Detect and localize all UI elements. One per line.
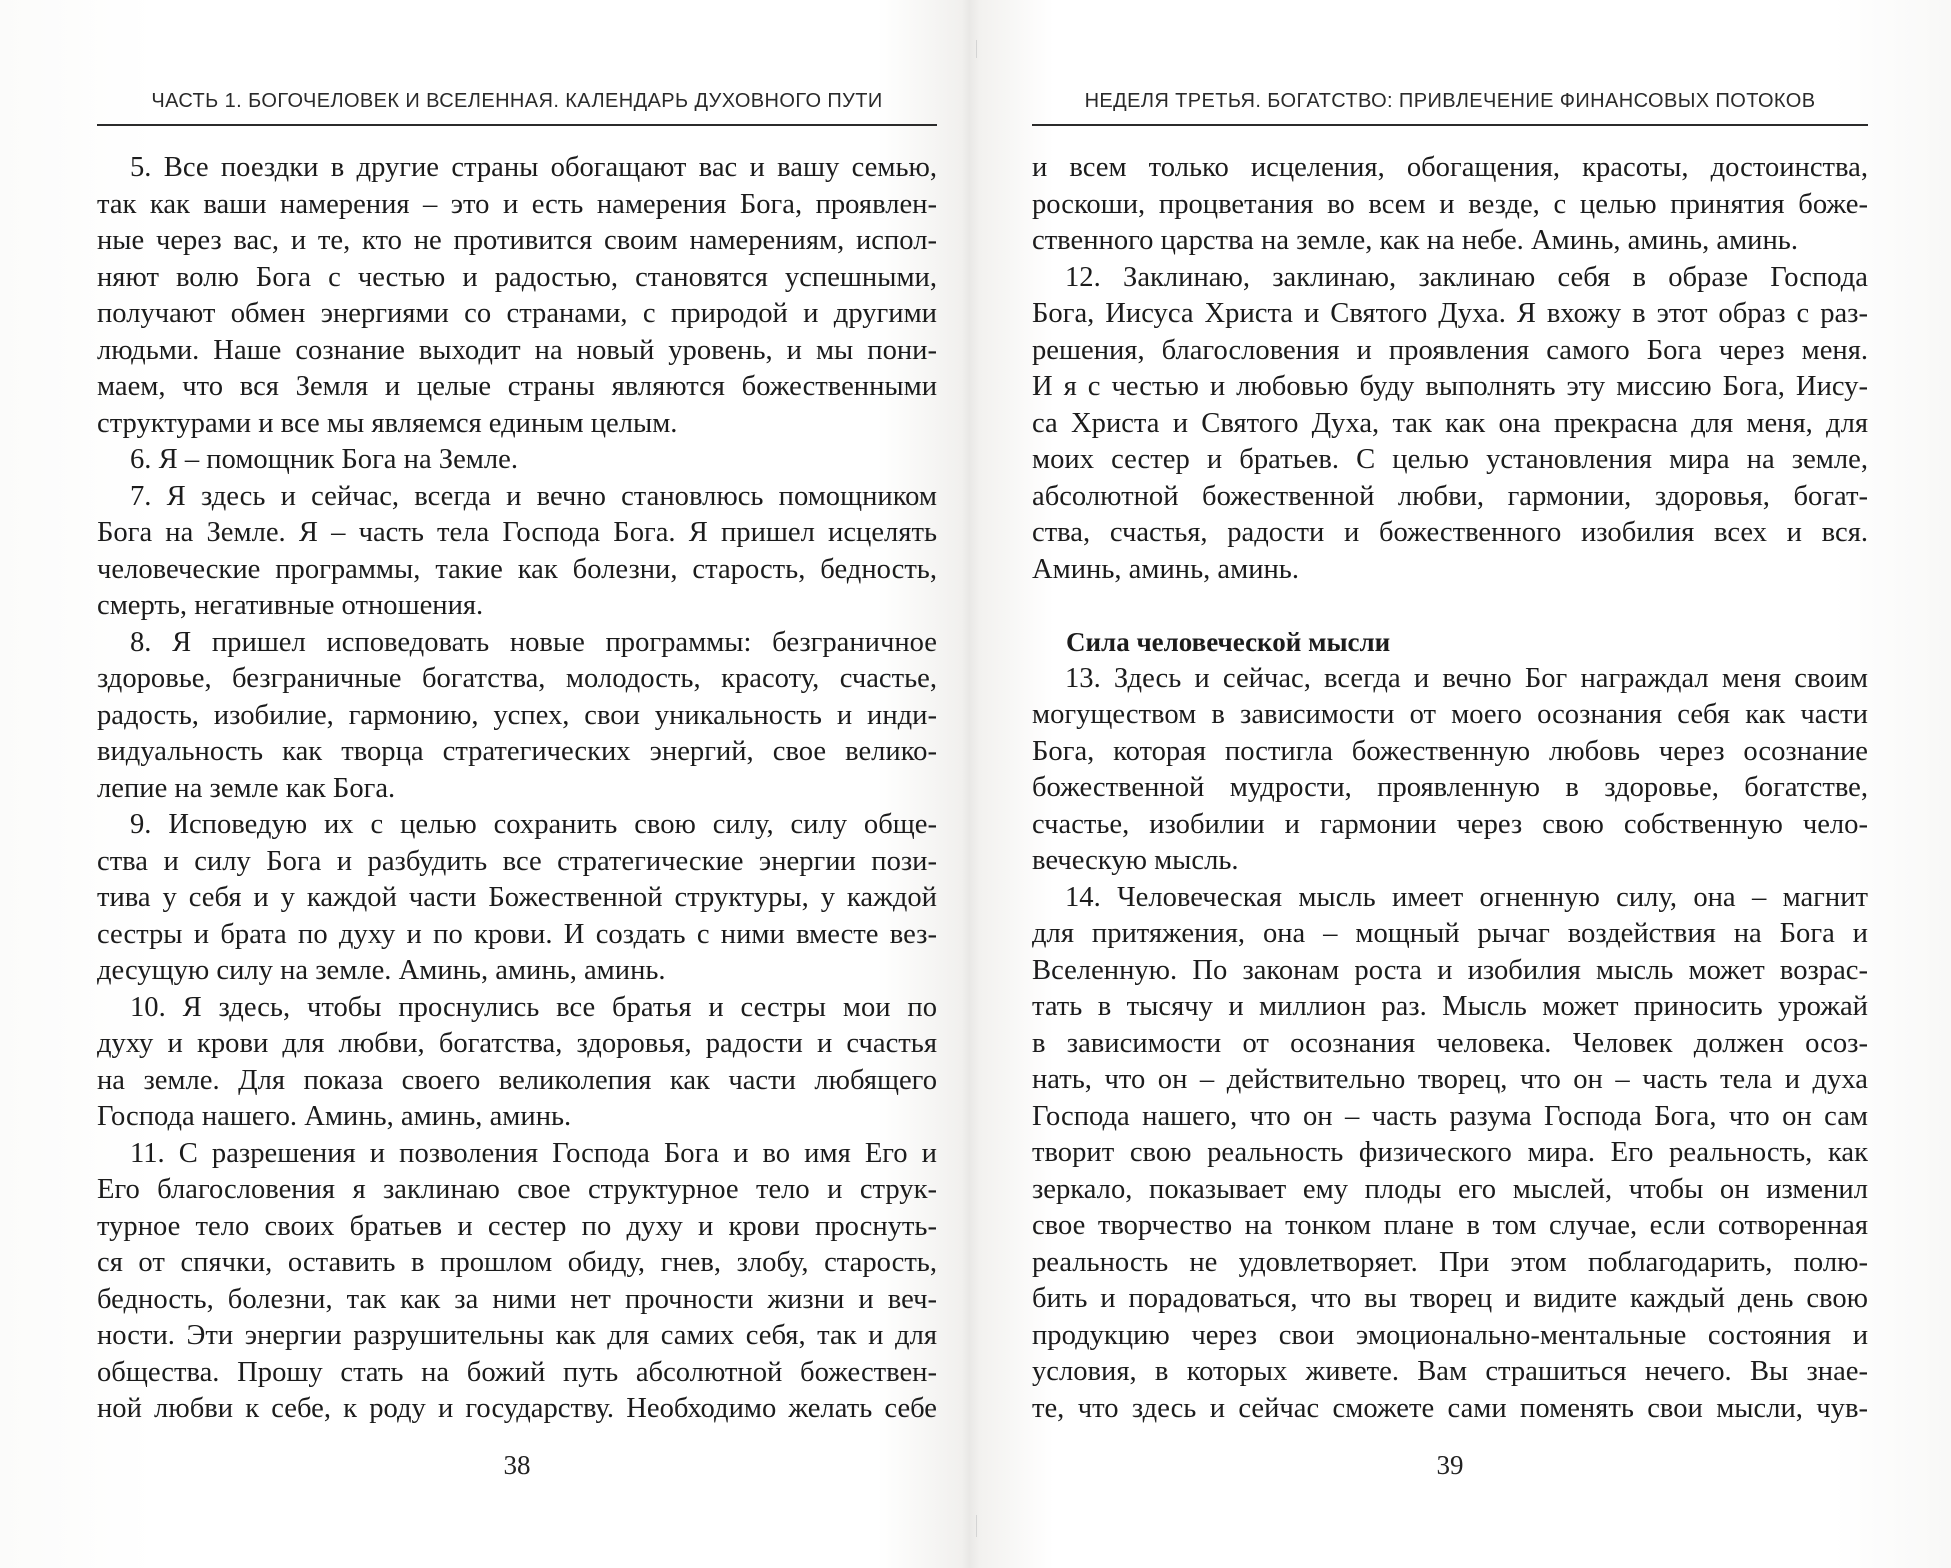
text-line: ства и силу Бога и разбудить все стратегические энергии пози- xyxy=(97,845,937,877)
left-head-rule xyxy=(97,124,937,126)
text-line: смерть, негативные отношения. xyxy=(97,590,484,621)
text-line: Бога, Иисуса Христа и Святого Духа. Я вхожу в этот образ с раз- xyxy=(1032,298,1868,329)
text-line: турное тело своих братьев и сестер по духу и крови проснуть- xyxy=(97,1210,937,1242)
text-line: и всем только исцеления, обогащения, красоты, достоинства, xyxy=(1032,152,1868,183)
text-line: общества. Прошу стать на божий путь абсолютной божествен- xyxy=(97,1356,937,1388)
section-heading: Сила человеческой мысли xyxy=(1066,627,1391,657)
gutter-mark-bottom xyxy=(976,1515,977,1537)
right-head-rule xyxy=(1032,124,1868,126)
text-line: ся от спячки, оставить в прошлом обиду, гнев, злобу, старость, xyxy=(97,1247,937,1278)
text-line: творит свою реальность физического мира. Его реальность, как xyxy=(1032,1137,1868,1168)
text-line: реальность не удовлетворяет. При этом поблагодарить, полю- xyxy=(1032,1246,1868,1278)
text-line: 12. Заклинаю, заклинаю, заклинаю себя в образе Господа xyxy=(1065,261,1868,293)
text-line: 6. Я – помощник Бога на Земле. xyxy=(130,444,519,475)
text-line: Аминь, аминь, аминь. xyxy=(1032,553,1299,585)
text-line: человеческие программы, такие как болезни, старость, бедность, xyxy=(97,553,937,585)
text-line: решения, благословения и проявления самого Бога через меня. xyxy=(1032,334,1868,366)
right-page xyxy=(1032,0,1868,1568)
text-line: счастье, изобилии и гармонии через свою собственную чело- xyxy=(1032,808,1868,840)
text-line: лепие на земле как Бога. xyxy=(97,772,396,804)
text-line: Его благословения я заклинаю свое структурное тело и струк- xyxy=(97,1174,937,1205)
text-line: 9. Исповедую их с целью сохранить свою силу, силу обще- xyxy=(130,809,937,840)
left-page xyxy=(97,0,937,1568)
text-line: на земле. Для показа своего великолепия как части любящего xyxy=(97,1064,937,1096)
text-line: са Христа и Святого Духа, так как она прекрасна для меня, для xyxy=(1032,407,1868,439)
text-line: ной любви к себе, к роду и государству. Необходимо желать себе xyxy=(97,1393,937,1424)
text-line: божественной мудрости, проявленную в здоровье, богатстве, xyxy=(1032,772,1868,803)
left-page-body xyxy=(97,150,937,1428)
right-page-number: 39 xyxy=(1436,1450,1464,1480)
text-line: 11. С разрешения и позволения Господа Бога и во имя Его и xyxy=(130,1137,937,1169)
text-line: веческую мысль. xyxy=(1032,845,1239,876)
text-line: Господа нашего, что он – часть разума Господа Бога, что он сам xyxy=(1032,1100,1868,1132)
text-line: ственного царства на земле, как на небе. Аминь, аминь, аминь. xyxy=(1032,225,1798,256)
text-line: 5. Все поездки в другие страны обогащают вас и вашу семью, xyxy=(130,152,937,183)
right-page-body xyxy=(1032,150,1868,1427)
text-line: 7. Я здесь и сейчас, всегда и вечно становлюсь помощником xyxy=(130,480,937,512)
text-line: получают обмен энергиями со странами, с природой и другими xyxy=(97,298,937,329)
text-line: моих сестер и братьев. С целью установления мира на земле, xyxy=(1032,444,1868,475)
text-line: в зависимости от осознания человека. Человек должен осоз- xyxy=(1032,1027,1868,1059)
text-line: бить и порадоваться, что вы творец и видите каждый день свою xyxy=(1032,1283,1868,1314)
text-line: И я с честью и любовью буду выполнять эту миссию Бога, Иису- xyxy=(1032,371,1868,402)
text-line: ные через вас, и те, кто не противится своим намерениям, испол- xyxy=(97,225,937,256)
text-line: Бога, которая постигла божественную любовь через осознание xyxy=(1032,735,1868,767)
text-line: нать, что он – действительно творец, что он – часть тела и духа xyxy=(1032,1064,1868,1095)
text-line: сестры и брата по духу и по крови. И создать с ними вместе вез- xyxy=(97,918,937,950)
text-line: 8. Я пришел исповедовать новые программы: безграничное xyxy=(130,626,937,658)
text-line: десущую силу на земле. Аминь, аминь, аминь. xyxy=(97,955,666,986)
text-line: здоровье, безграничные богатства, молодость, красоту, счастье, xyxy=(97,663,937,694)
text-line: Бога на Земле. Я – часть тела Господа Бога. Я пришел исцелять xyxy=(97,517,937,548)
gutter-mark-top xyxy=(976,40,977,58)
text-line: те, что здесь и сейчас сможете сами поменять свои мысли, чув- xyxy=(1032,1392,1868,1424)
text-line: няют волю Бога с честью и радостью, становятся успешными, xyxy=(97,261,937,293)
text-line: зеркало, показывает ему плоды его мыслей, чтобы он изменил xyxy=(1032,1173,1868,1205)
text-line: маем, что вся Земля и целые страны являются божественными xyxy=(97,371,937,402)
right-running-head: НЕДЕЛЯ ТРЕТЬЯ. БОГАТСТВО: ПРИВЛЕЧЕНИЕ ФИНАНСОВЫХ ПОТОКОВ xyxy=(1084,90,1816,112)
text-line: Господа нашего. Аминь, аминь, аминь. xyxy=(97,1101,572,1132)
left-running-head: ЧАСТЬ 1. БОГОЧЕЛОВЕК И ВСЕЛЕННАЯ. КАЛЕНДАРЬ ДУХОВНОГО ПУТИ xyxy=(151,90,883,112)
text-line: абсолютной божественной любви, гармонии, здоровья, богат- xyxy=(1032,480,1868,512)
text-line: для притяжения, она – мощный рычаг воздействия на Бога и xyxy=(1032,918,1868,949)
text-line: 10. Я здесь, чтобы проснулись все братья и сестры мои по xyxy=(130,991,937,1023)
left-page-number: 38 xyxy=(503,1450,531,1480)
text-line: условия, в которых живете. Вам страшиться нечего. Вы знае- xyxy=(1032,1356,1868,1387)
text-line: могуществом в зависимости от моего осознания себя как части xyxy=(1032,699,1868,730)
text-line: структурами и все мы являемся единым целым. xyxy=(97,407,678,439)
text-line: духу и крови для любви, богатства, здоровья, радости и счастья xyxy=(97,1028,937,1059)
text-line: людьми. Наше сознание выходит на новый уровень, и мы пони- xyxy=(97,334,937,366)
text-line: продукцию через свои эмоционально-ментальные состояния и xyxy=(1032,1319,1868,1351)
text-line: бедность, болезни, так как за ними нет прочности жизни и веч- xyxy=(97,1283,937,1315)
text-line: ства, счастья, радости и божественного изобилия всех и вся. xyxy=(1032,517,1868,548)
text-line: радость, изобилие, гармонию, успех, свои уникальность и инди- xyxy=(97,699,937,731)
text-line: Вселенную. По законам роста и изобилия мысль может возрас- xyxy=(1032,954,1868,986)
text-line: видуальность как творца стратегических энергий, свое велико- xyxy=(97,736,937,767)
text-line: тать в тысячу и миллион раз. Мысль может приносить урожай xyxy=(1032,991,1868,1022)
text-line: ности. Эти энергии разрушительны как для самих себя, так и для xyxy=(97,1320,937,1351)
text-line: тива у себя и у каждой части Божественной структуры, у каждой xyxy=(97,882,937,913)
text-line: роскоши, процветания во всем и везде, с целью принятия боже- xyxy=(1032,188,1868,220)
text-line: 14. Человеческая мысль имеет огненную силу, она – магнит xyxy=(1065,881,1868,913)
text-line: так как ваши намерения – это и есть намерения Бога, проявлен- xyxy=(97,188,937,220)
text-line: 13. Здесь и сейчас, всегда и вечно Бог награждал меня своим xyxy=(1065,662,1868,694)
text-line: свое творчество на тонком плане в том случае, если сотворенная xyxy=(1032,1210,1868,1241)
